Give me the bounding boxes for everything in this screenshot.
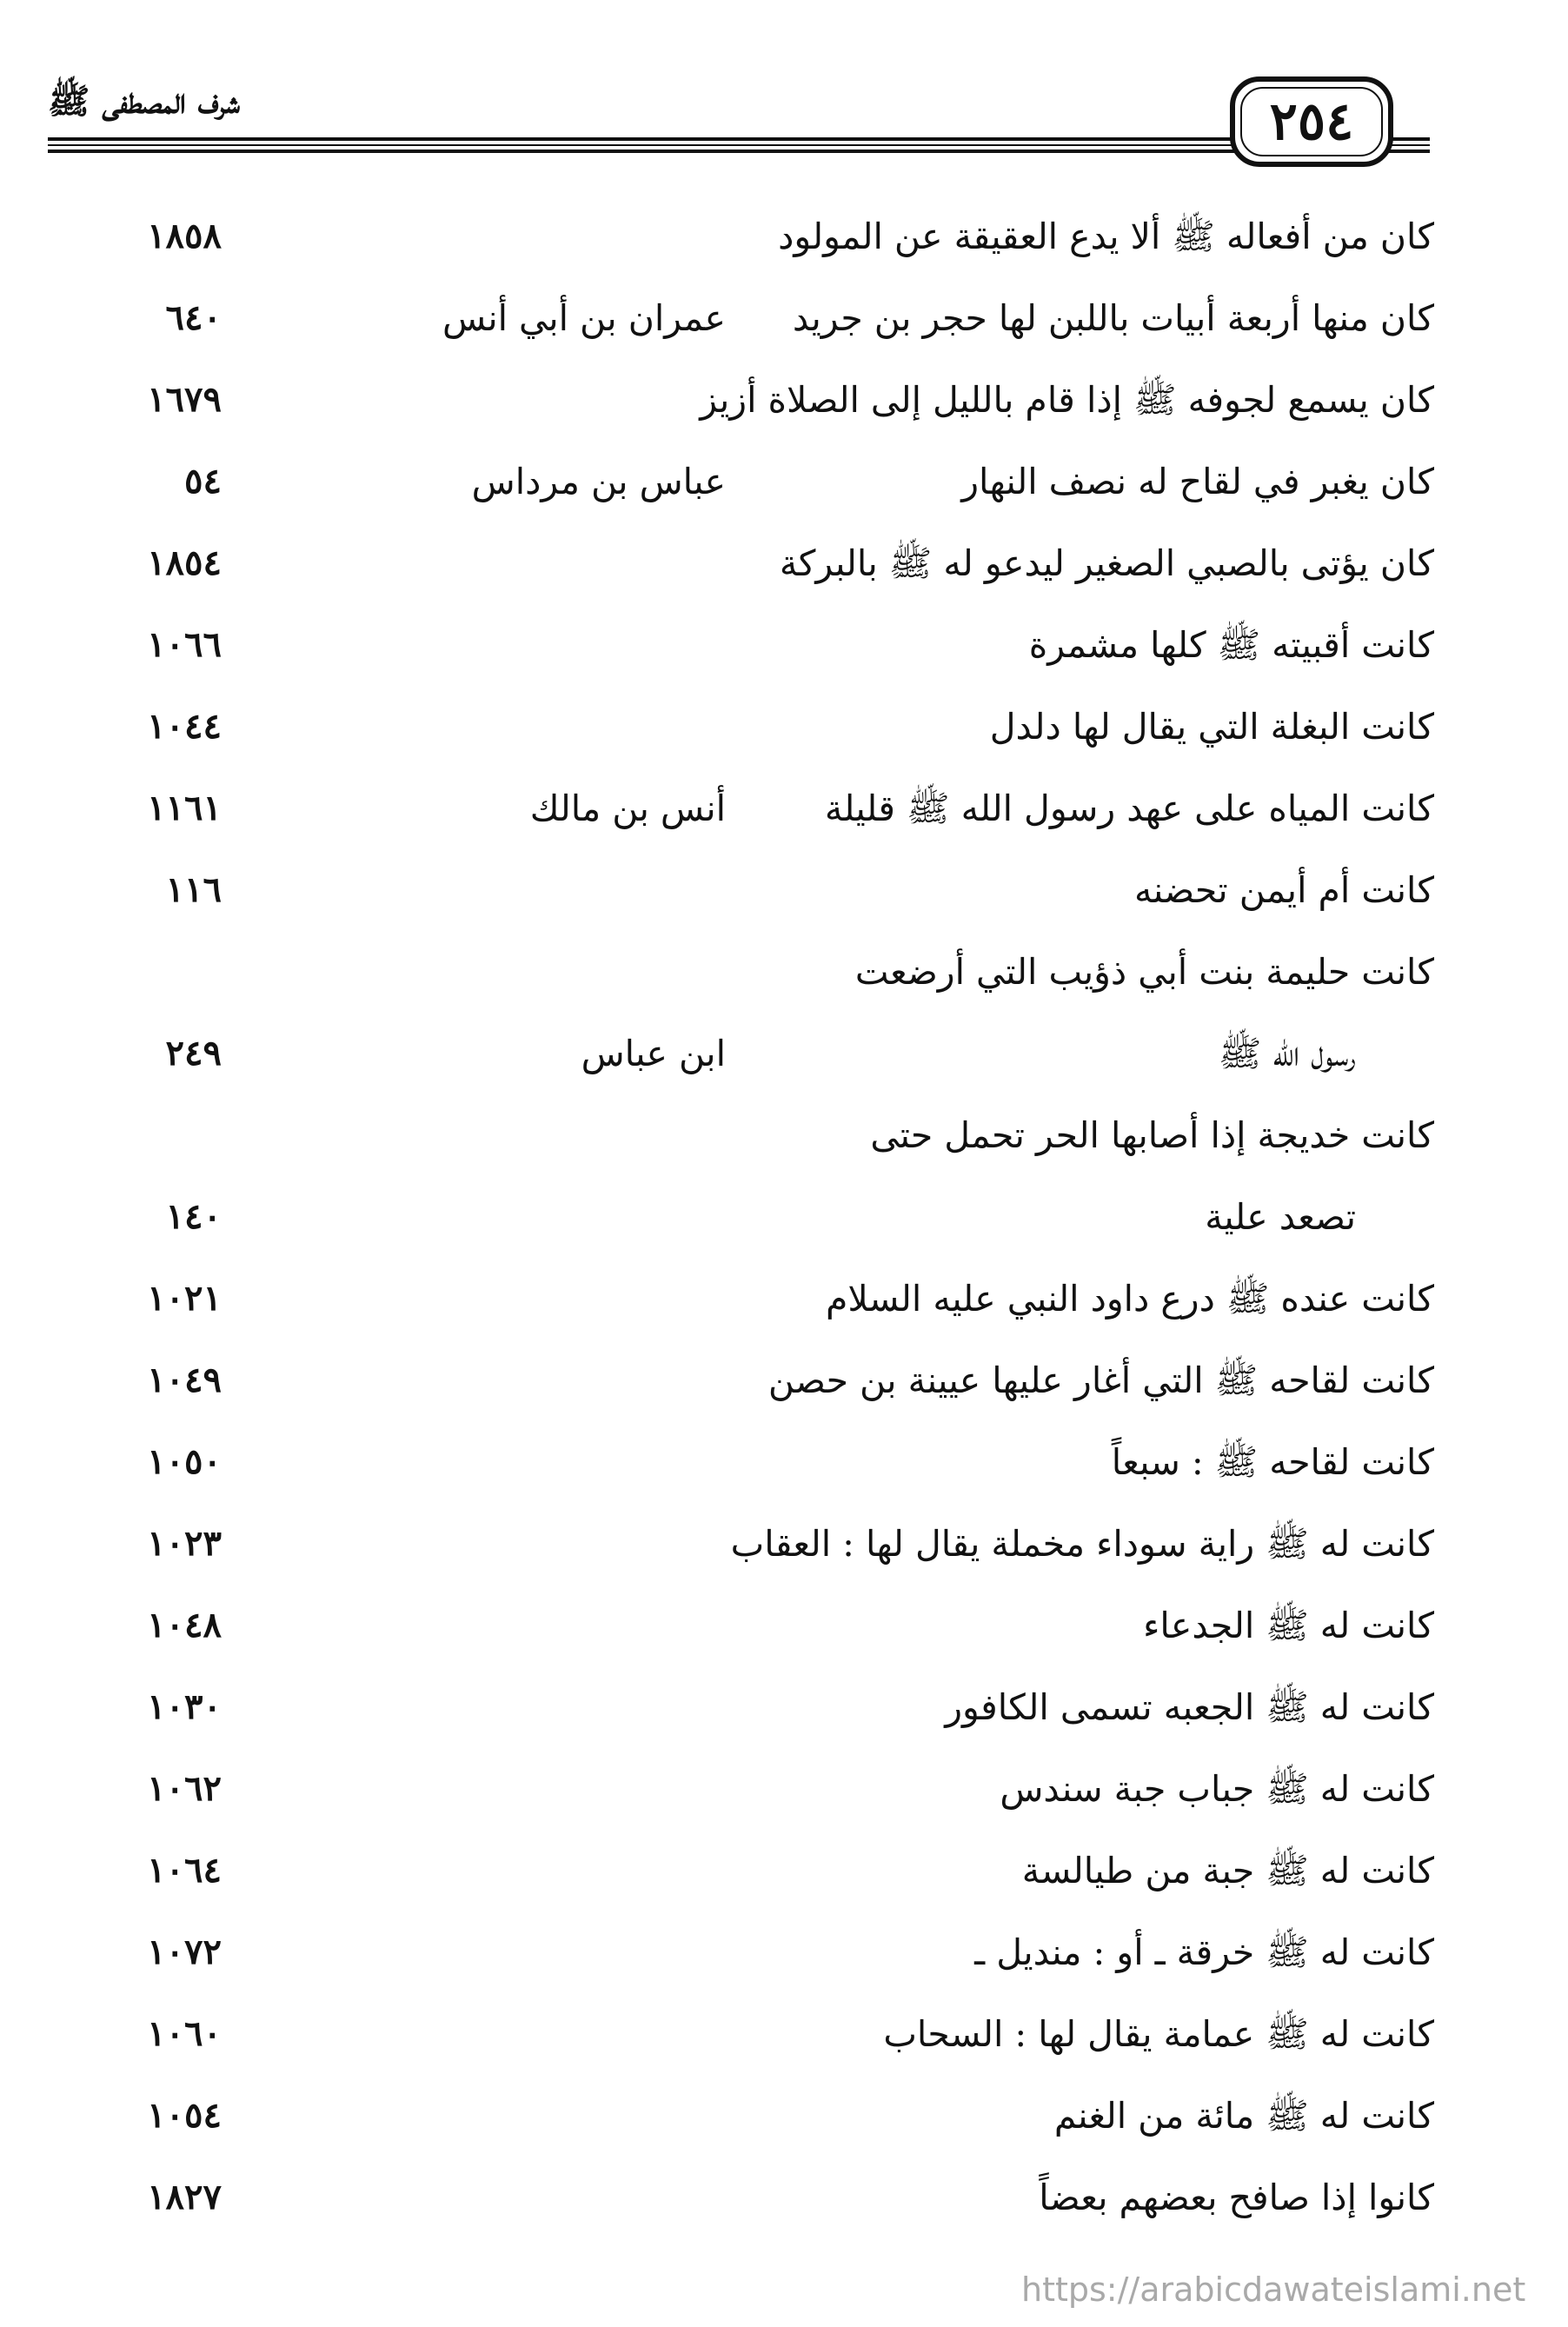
index-row <box>48 1666 1434 1748</box>
index-list <box>48 196 1434 2238</box>
watermark-url: https://arabicdawateislami.net <box>1021 2270 1526 2309</box>
hadith-number: ١٨٢٧ <box>147 2177 222 2217</box>
hadith-text: كانت له ﷺ جبة من طيالسة <box>1021 1850 1434 1892</box>
index-row <box>48 1585 1434 1666</box>
index-row <box>48 359 1434 441</box>
hadith-number: ١١٦١ <box>147 788 222 828</box>
index-row <box>48 196 1434 277</box>
hadith-number: ٥٤ <box>184 461 222 502</box>
hadith-number: ١٠٥٤ <box>147 2095 222 2136</box>
hadith-text-block <box>721 931 1434 1094</box>
index-row <box>48 1503 1434 1585</box>
hadith-number: ١٠٦٦ <box>147 624 222 665</box>
hadith-text: كانوا إذا صافح بعضهم بعضاً <box>1039 2177 1434 2218</box>
index-row <box>48 604 1434 686</box>
index-row <box>48 277 1434 359</box>
hadith-number: ١٠٧٢ <box>147 1931 222 1972</box>
narrator: ابن عباس <box>581 1033 726 1074</box>
hadith-number: ١٨٥٤ <box>147 542 222 583</box>
page-number: ٢٥٤ <box>1269 91 1354 152</box>
index-row <box>48 441 1434 522</box>
hadith-text: كانت له ﷺ مائة من الغنم <box>1053 2095 1434 2137</box>
hadith-number: ١١٦ <box>165 869 222 910</box>
hadith-number: ١٨٥٨ <box>147 216 222 256</box>
hadith-number: ١٠٤٩ <box>147 1360 222 1400</box>
index-row <box>48 1421 1434 1503</box>
index-row <box>48 2157 1434 2238</box>
index-row <box>48 1830 1434 1911</box>
hadith-text-block <box>721 1094 1434 1258</box>
hadith-number: ١٠٦٤ <box>147 1850 222 1891</box>
hadith-text: كان يسمع لجوفه ﷺ إذا قام بالليل إلى الصلاة أزيز <box>700 379 1434 421</box>
hadith-number: ٦٤٠ <box>165 297 222 338</box>
header-rule <box>48 144 1430 146</box>
index-row <box>48 931 1434 1094</box>
hadith-text: كانت حليمة بنت أبي ذؤيب التي أرضعت <box>854 951 1434 993</box>
narrator: أنس بن مالك <box>529 788 726 829</box>
hadith-text: كان من أفعاله ﷺ ألا يدع العقيقة عن المولود <box>778 216 1434 257</box>
hadith-text-continuation: رسول الله ﷺ <box>1218 1033 1356 1074</box>
hadith-text: كانت له ﷺ عمامة يقال لها : السحاب <box>883 2013 1434 2055</box>
hadith-number: ١٠٢١ <box>147 1278 222 1319</box>
hadith-text: كانت خديجة إذا أصابها الحر تحمل حتى <box>870 1114 1434 1156</box>
hadith-text: كان يغبر في لقاح له نصف النهار <box>961 461 1434 502</box>
index-row <box>48 849 1434 931</box>
hadith-text: كانت عنده ﷺ درع داود النبي عليه السلام <box>825 1278 1434 1320</box>
index-row <box>48 2075 1434 2157</box>
index-row <box>48 1993 1434 2075</box>
header-rule <box>48 137 1430 141</box>
hadith-number: ١٠٥٠ <box>147 1441 222 1482</box>
index-row <box>48 1340 1434 1421</box>
hadith-text: كانت له ﷺ خرقة ـ أو : منديل ـ <box>974 1931 1434 1973</box>
hadith-text-continuation: تصعد علية <box>1205 1196 1356 1238</box>
index-row <box>48 1911 1434 1993</box>
page-number-frame <box>1230 76 1393 167</box>
index-row <box>48 1258 1434 1340</box>
hadith-text: كانت له ﷺ الجعبه تسمى الكافور <box>945 1686 1434 1728</box>
hadith-number: ١٠٢٣ <box>147 1523 222 1564</box>
index-row <box>48 1094 1434 1258</box>
narrator: عباس بن مرداس <box>471 461 726 502</box>
index-row <box>48 686 1434 768</box>
book-title: شرف المصطفى ﷺ <box>48 81 240 122</box>
hadith-number: ١٠٦٢ <box>147 1768 222 1809</box>
hadith-text: كانت المياه على عهد رسول الله ﷺ قليلة <box>824 788 1434 829</box>
hadith-text: كانت له ﷺ راية سوداء مخملة يقال لها : العقاب <box>730 1523 1434 1565</box>
index-row <box>48 522 1434 604</box>
hadith-text: كانت البغلة التي يقال لها دلدل <box>989 706 1434 748</box>
hadith-text: كان يؤتى بالصبي الصغير ليدعو له ﷺ بالبركة <box>779 542 1434 584</box>
index-row <box>48 768 1434 849</box>
hadith-text: كانت له ﷺ جباب جبة سندس <box>1000 1768 1434 1810</box>
hadith-text: كانت لقاحه ﷺ : سبعاً <box>1111 1441 1434 1483</box>
hadith-number: ١٦٧٩ <box>147 379 222 420</box>
hadith-text: كانت لقاحه ﷺ التي أغار عليها عيينة بن حصن <box>767 1360 1434 1401</box>
hadith-text: كانت أقبيته ﷺ كلها مشمرة <box>1028 624 1434 666</box>
hadith-number: ١٠٤٨ <box>147 1605 222 1646</box>
index-row <box>48 1748 1434 1830</box>
hadith-number: ١٤٠ <box>165 1196 222 1237</box>
hadith-text: كانت له ﷺ الجدعاء <box>1143 1605 1434 1646</box>
hadith-number: ١٠٣٠ <box>147 1686 222 1727</box>
hadith-text: كانت أم أيمن تحضنه <box>1133 869 1434 911</box>
hadith-text: كان منها أربعة أبيات باللبن لها حجر بن جريد <box>792 297 1434 339</box>
hadith-number: ٢٤٩ <box>165 1033 222 1074</box>
header-rule <box>48 150 1430 153</box>
hadith-number: ١٠٦٠ <box>147 2013 222 2054</box>
narrator: عمران بن أبي أنس <box>442 297 726 339</box>
hadith-number: ١٠٤٤ <box>147 706 222 747</box>
